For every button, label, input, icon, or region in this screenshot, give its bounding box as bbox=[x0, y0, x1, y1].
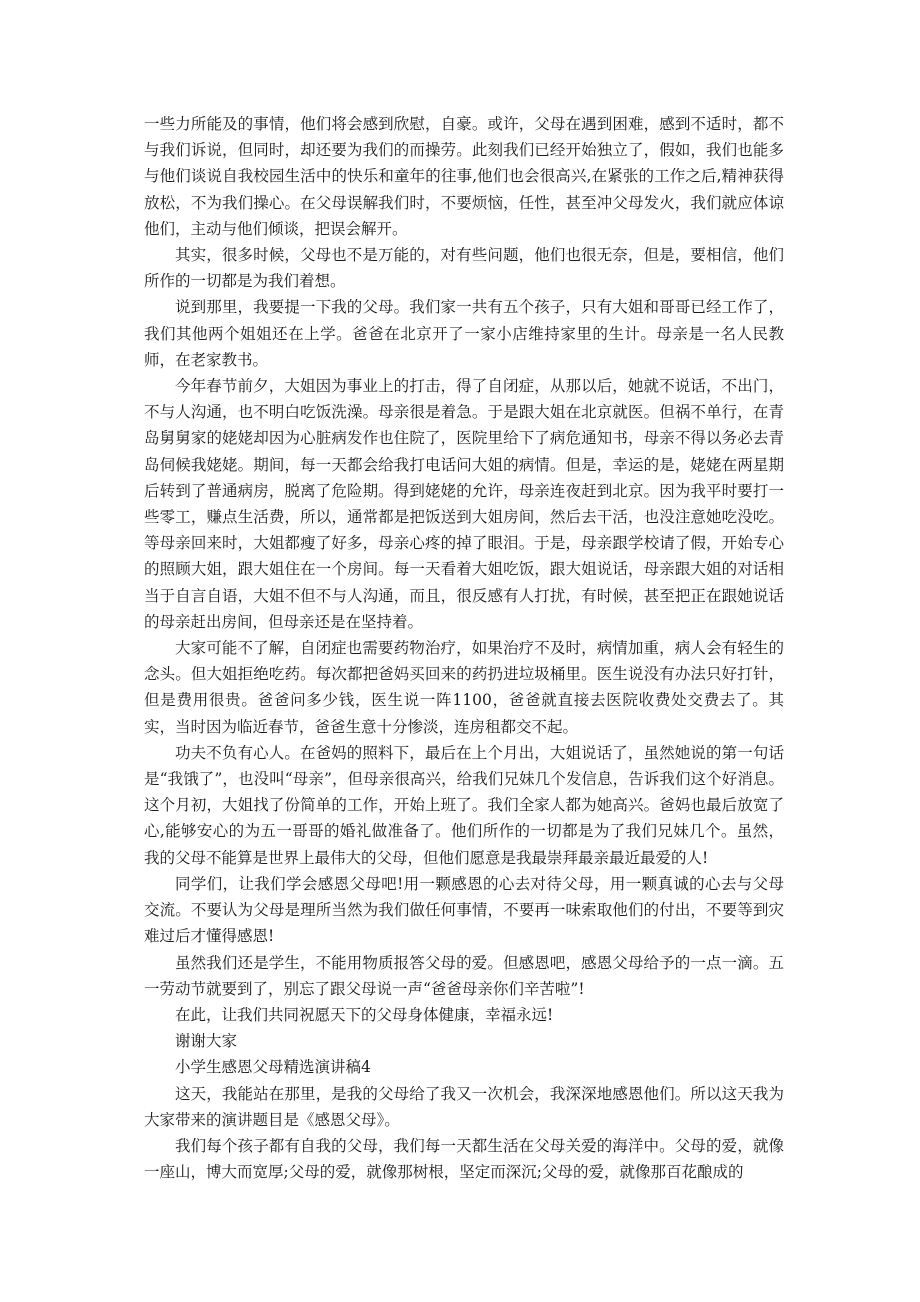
paragraph: 今年春节前夕，大姐因为事业上的打击，得了自闭症，从那以后，她就不说话，不出门，不与人沟通，也不明白吃饭洗澡。母亲很是着急。于是跟大姐在北京就医。但祸不单行，在青岛舅舅家的姥姥却因为心脏病发作也住院了，医院里给下了病危通知书，母亲不得以务必去青岛伺候我姥姥。期间，每一天都会给我打电话问大姐的病情。但是，幸运的是，姥姥在两星期后转到了普通病房，脱离了危险期。得到姥姥的允许，母亲连夜赶到北京。因为我平时要打一些零工，赚点生活费，所以，通常都是把饭送到大姐房间，然后去干活，也没注意她吃没吃。等母亲回来时，大姐都瘦了好多，母亲心疼的掉了眼泪。于是，母亲跟学校请了假，开始专心的照顾大姐，跟大姐住在一个房间。每一天看着大姐吃饭，跟大姐说话，母亲跟大姐的对话相当于自言自语，大姐不但不与人沟通，而且，很反感有人打扰，有时候，甚至把正在跟她说话的母亲赶出房间，但母亲还是在坚持着。 bbox=[144, 377, 784, 631]
paragraph: 其实，很多时候，父母也不是万能的，对有些问题，他们也很无奈，但是，要相信，他们所作的一切都是为我们着想。 bbox=[144, 246, 784, 291]
paragraph: 虽然我们还是学生，不能用物质报答父母的爱。但感恩吧，感恩父母给予的一点一滴。五一劳动节就要到了，别忘了跟父母说一声“爸爸母亲你们辛苦啦”! bbox=[144, 953, 784, 998]
paragraph: 功夫不负有心人。在爸妈的照料下，最后在上个月出，大姐说话了，虽然她说的第一句话是“我饿了”，也没叫“母亲”，但母亲很高兴，给我们兄妹几个发信息，告诉我们这个好消息。这个月初，大姐找了份简单的工作，开始上班了。我们全家人都为她高兴。爸妈也最后放宽了心,能够安心的为五一哥哥的婚礼做准备了。他们所作的一切都是为了我们兄妹几个。虽然，我的父母不能算是世界上最伟大的父母，但他们愿意是我最崇拜最亲最近最爱的人! bbox=[144, 743, 784, 867]
section-title: 小学生感恩父母精选演讲稿4 bbox=[175, 1058, 371, 1077]
closing-line: 谢谢大家 bbox=[175, 1032, 238, 1051]
paragraph: 一些力所能及的事情，他们将会感到欣慰，自豪。或许，父母在遇到困难，感到不适时，都不与我们诉说，但同时，却还要为我们的而操劳。此刻我们已经开始独立了，假如，我们也能多与他们谈说自我校园生活中的快乐和童年的往事,他们也会很高兴,在紧张的工作之后,精神获得放松，不为我们操心。在父母误解我们时，不要烦恼，任性，甚至冲父母发火，我们就应体谅他们，主动与他们倾谈，把误会解开。 bbox=[144, 115, 784, 238]
paragraph: 我们每个孩子都有自我的父母，我们每一天都生活在父母关爱的海洋中。父母的爱，就像一座山，博大而宽厚;父母的爱，就像那树根，坚定而深沉;父母的爱，就像那百花酿成的 bbox=[144, 1136, 784, 1182]
paragraph: 说到那里，我要提一下我的父母。我们家一共有五个孩子，只有大姐和哥哥已经工作了，我们其他两个姐姐还在上学。爸爸在北京开了一家小店维持家里的生计。母亲是一名人民教师，在老家教书。 bbox=[144, 298, 784, 369]
paragraph: 这天，我能站在那里，是我的父母给了我又一次机会，我深深地感恩他们。所以这天我为大家带来的演讲题目是《感恩父母》。 bbox=[144, 1084, 784, 1129]
paragraph: 大家可能不了解，自闭症也需要药物治疗，如果治疗不及时，病情加重，病人会有轻生的念头。但大姐拒绝吃药。每次都把爸妈买回来的药扔进垃圾桶里。医生说没有办法只好打针，但是费用很贵。爸爸问多少钱，医生说一阵1100，爸爸就直接去医院收费处交费去了。其实，当时因为临近春节，爸爸生意十分惨淡，连房租都交不起。 bbox=[144, 639, 784, 736]
document-body bbox=[144, 111, 784, 1185]
paragraph: 在此，让我们共同祝愿天下的父母身体健康，幸福永远! bbox=[175, 1005, 554, 1024]
paragraph: 同学们，让我们学会感恩父母吧!用一颗感恩的心去对待父母，用一颗真诚的心去与父母交流。不要认为父母是理所当然为我们做任何事情，不要再一味索取他们的付出，不要等到灾难过后才懂得感恩! bbox=[144, 874, 784, 946]
